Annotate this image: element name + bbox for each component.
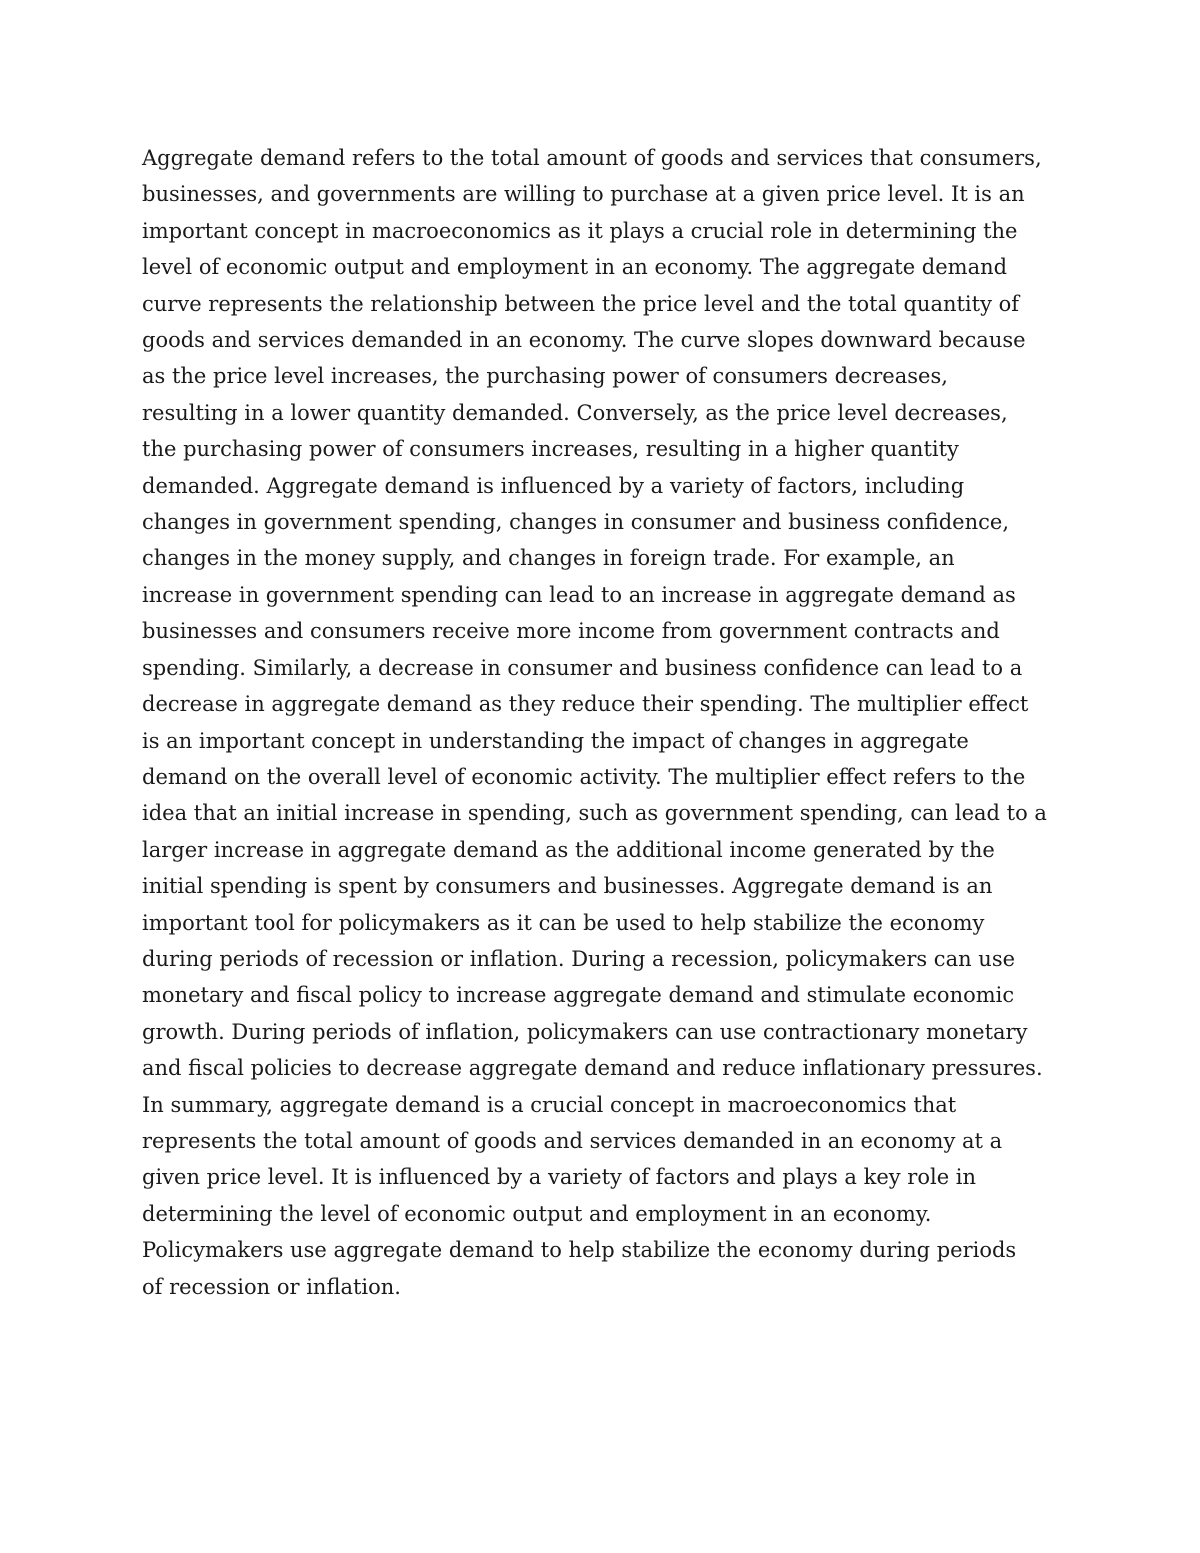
text-line: decrease in aggregate demand as they reduce their spending. The multiplier effect bbox=[142, 692, 1029, 717]
text-line: monetary and fiscal policy to increase aggregate demand and stimulate economic bbox=[142, 983, 1015, 1008]
text-line: In summary, aggregate demand is a crucial concept in macroeconomics that bbox=[142, 1092, 957, 1117]
text-line: determining the level of economic output and employment in an economy. bbox=[142, 1201, 932, 1226]
text-line: given price level. It is influenced by a variety of factors and plays a key role in bbox=[142, 1165, 977, 1190]
text-line: Aggregate demand refers to the total amount of goods and services that consumers, bbox=[142, 146, 1042, 170]
text-line: of recession or inflation. bbox=[142, 1274, 401, 1299]
text-line: resulting in a lower quantity demanded. Conversely, as the price level decreases, bbox=[142, 400, 1008, 425]
text-line: level of economic output and employment in an economy. The aggregate demand bbox=[142, 255, 1008, 280]
text-line: represents the total amount of goods and services demanded in an economy at a bbox=[142, 1128, 1003, 1153]
text-line: important tool for policymakers as it can be used to help stabilize the economy bbox=[142, 910, 985, 935]
text-line: businesses and consumers receive more income from government contracts and bbox=[142, 619, 1000, 644]
text-line: demand on the overall level of economic activity. The multiplier effect refers to the bbox=[142, 764, 1026, 789]
text-line: during periods of recession or inflation. During a recession, policymakers can use bbox=[142, 946, 1016, 971]
text-line: and fiscal policies to decrease aggregate demand and reduce inflationary pressures. bbox=[142, 1056, 1043, 1081]
text-line: demanded. Aggregate demand is influenced by a variety of factors, including bbox=[142, 473, 965, 498]
text-line: as the price level increases, the purchasing power of consumers decreases, bbox=[142, 364, 948, 389]
text-line: growth. During periods of inflation, policymakers can use contractionary monetary bbox=[142, 1019, 1028, 1044]
text-line: spending. Similarly, a decrease in consumer and business confidence can lead to a bbox=[142, 655, 1023, 680]
text-line: important concept in macroeconomics as it plays a crucial role in determining the bbox=[142, 218, 1018, 243]
body-paragraph bbox=[142, 140, 1082, 1305]
text-line: increase in government spending can lead to an increase in aggregate demand as bbox=[142, 582, 1016, 607]
text-line: larger increase in aggregate demand as the additional income generated by the bbox=[142, 837, 995, 862]
text-line: initial spending is spent by consumers and businesses. Aggregate demand is an bbox=[142, 874, 993, 899]
text-line: is an important concept in understanding the impact of changes in aggregate bbox=[142, 728, 969, 753]
text-line: curve represents the relationship between the price level and the total quantity of bbox=[142, 291, 1020, 316]
text-line: goods and services demanded in an economy. The curve slopes downward because bbox=[142, 328, 1026, 353]
text-line: changes in the money supply, and changes in foreign trade. For example, an bbox=[142, 546, 955, 571]
text-line: businesses, and governments are willing to purchase at a given price level. It is an bbox=[142, 182, 1025, 207]
text-line: changes in government spending, changes in consumer and business confidence, bbox=[142, 510, 1009, 535]
text-line: idea that an initial increase in spending, such as government spending, can lead to a bbox=[142, 801, 1047, 826]
text-line: the purchasing power of consumers increases, resulting in a higher quantity bbox=[142, 437, 959, 462]
text-line: Policymakers use aggregate demand to help stabilize the economy during periods bbox=[142, 1238, 1017, 1263]
